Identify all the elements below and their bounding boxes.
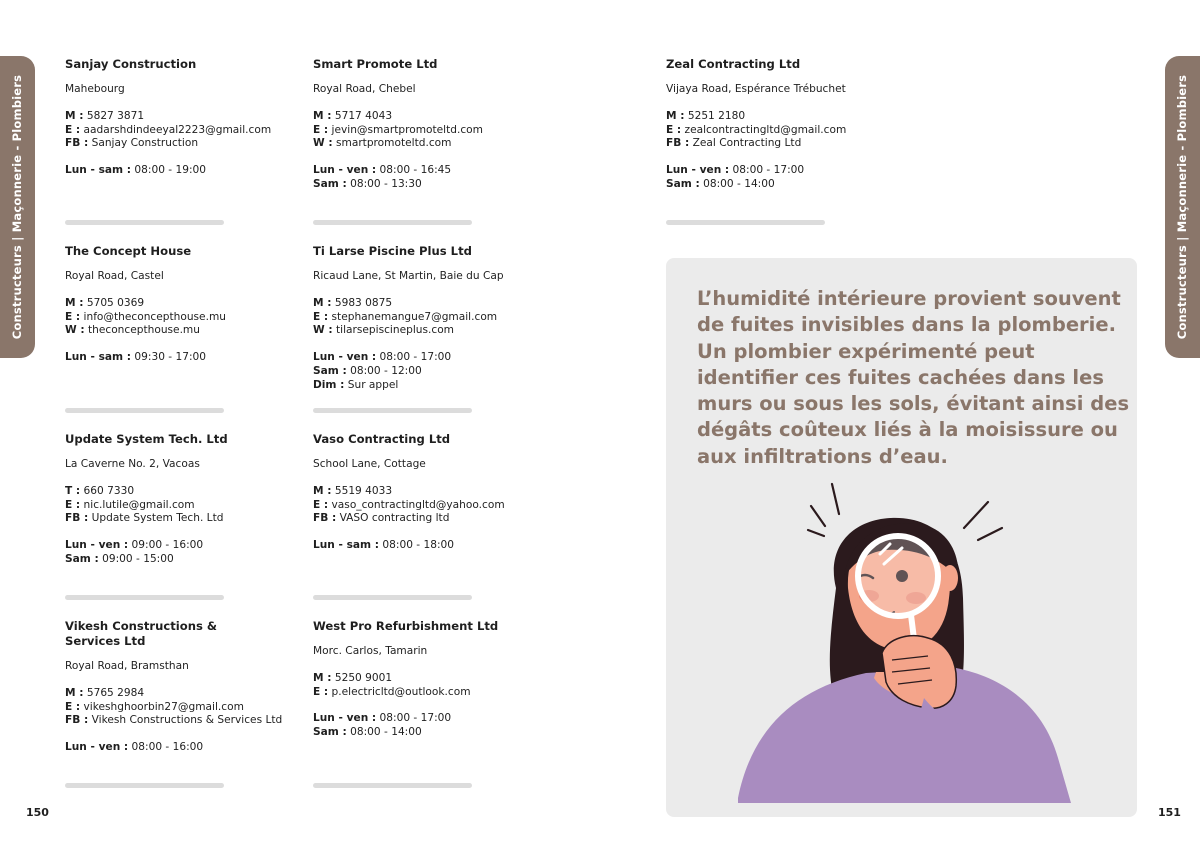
contact-value: stephanemangue7@gmail.com <box>328 310 498 323</box>
company-name: Ti Larse Piscine Plus Ltd <box>313 244 472 258</box>
hours-value: 08:00 - 13:30 <box>346 177 422 190</box>
contact-label: M : <box>313 484 332 497</box>
contact-value: 660 7330 <box>80 484 135 497</box>
contact-block <box>666 110 898 151</box>
contact-block <box>65 485 297 526</box>
contact-label: FB : <box>65 714 89 727</box>
contact-label: E : <box>313 685 329 698</box>
company-address: La Caverne No. 2, Vacoas <box>65 458 200 470</box>
hours-label: Lun - ven : <box>65 539 129 552</box>
contact-value: Zeal Contracting Ltd <box>689 137 802 150</box>
contact-value: Update System Tech. Ltd <box>88 512 224 525</box>
contact-value: 5765 2984 <box>83 686 145 699</box>
listing-entry <box>313 619 545 740</box>
contact-value: vaso_contractingltd@yahoo.com <box>328 498 505 511</box>
company-name: The Concept House <box>65 244 192 258</box>
hours-value: 08:00 - 12:00 <box>346 364 422 377</box>
hours-value: 08:00 - 18:00 <box>379 539 455 552</box>
contact-label: T : <box>65 484 81 497</box>
company-address: Royal Road, Bramsthan <box>65 660 189 672</box>
company-address: Royal Road, Chebel <box>313 83 416 95</box>
hours-value: 09:30 - 17:00 <box>131 351 207 364</box>
contact-label: FB : <box>666 137 690 150</box>
hours-value: 09:00 - 16:00 <box>128 539 204 552</box>
hours-block <box>313 712 545 740</box>
company-address: Vijaya Road, Espérance Trébuchet <box>666 83 846 95</box>
contact-value: Sanjay Construction <box>88 137 199 150</box>
hours-label: Lun - ven : <box>313 164 377 177</box>
divider <box>313 408 472 413</box>
contact-label: W : <box>313 137 333 150</box>
contact-block <box>313 485 545 526</box>
contact-value: VASO contracting ltd <box>336 512 450 525</box>
contact-label: FB : <box>313 512 337 525</box>
listing-entry <box>313 57 545 192</box>
contact-label: E : <box>65 498 81 511</box>
company-address: Mahebourg <box>65 83 125 95</box>
hours-value: 09:00 - 15:00 <box>98 552 174 565</box>
hours-label: Sam : <box>666 177 700 190</box>
hours-block <box>65 741 285 755</box>
hours-label: Sam : <box>65 552 99 565</box>
hours-label: Lun - ven : <box>65 741 129 754</box>
hours-block <box>65 539 297 567</box>
contact-label: M : <box>65 686 84 699</box>
contact-label: E : <box>313 498 329 511</box>
info-box <box>666 258 1137 817</box>
contact-value: nic.lutile@gmail.com <box>80 498 195 511</box>
company-name: Vikesh Constructions & Services Ltd <box>65 619 217 648</box>
contact-label: E : <box>313 310 329 323</box>
contact-value: smartpromoteltd.com <box>332 137 452 150</box>
hours-value: 08:00 - 17:00 <box>376 712 452 725</box>
page-number-left: 150 <box>26 806 49 819</box>
contact-label: M : <box>666 109 685 122</box>
contact-value: 5250 9001 <box>331 671 393 684</box>
hours-label: Sam : <box>313 726 347 739</box>
contact-value: tilarsepiscineplus.com <box>332 324 454 337</box>
contact-label: M : <box>313 671 332 684</box>
hours-block <box>313 539 545 553</box>
hours-label: Lun - sam : <box>313 539 380 552</box>
listing-entry <box>313 244 545 393</box>
company-name: Update System Tech. Ltd <box>65 432 228 446</box>
contact-label: FB : <box>65 137 89 150</box>
contact-label: W : <box>313 324 333 337</box>
contact-label: E : <box>666 123 682 136</box>
company-name: West Pro Refurbishment Ltd <box>313 619 499 633</box>
contact-value: 5705 0369 <box>83 296 145 309</box>
listing-entry <box>65 244 297 365</box>
hours-block <box>666 164 898 192</box>
company-name: Vaso Contracting Ltd <box>313 432 451 446</box>
listing-entry <box>313 432 545 553</box>
contact-label: FB : <box>65 512 89 525</box>
contact-value: info@theconcepthouse.mu <box>80 310 226 323</box>
magnifier-woman-illustration <box>666 258 1137 817</box>
contact-value: zealcontractingltd@gmail.com <box>681 123 847 136</box>
company-address: Morc. Carlos, Tamarin <box>313 645 428 657</box>
contact-label: E : <box>65 700 81 713</box>
listing-entry <box>65 57 297 178</box>
contact-label: E : <box>65 123 81 136</box>
hours-block <box>313 351 545 392</box>
contact-label: M : <box>313 109 332 122</box>
hours-label: Sam : <box>313 177 347 190</box>
contact-value: theconcepthouse.mu <box>84 324 200 337</box>
hours-label: Lun - ven : <box>313 351 377 364</box>
company-address: Ricaud Lane, St Martin, Baie du Cap <box>313 270 504 282</box>
contact-label: W : <box>65 324 85 337</box>
hours-value: 08:00 - 17:00 <box>729 164 805 177</box>
side-tab-label: Constructeurs | Maçonnerie - Plombiers <box>1175 74 1190 340</box>
divider <box>65 595 224 600</box>
contact-label: M : <box>65 109 84 122</box>
divider <box>65 220 224 225</box>
side-tab-label: Constructeurs | Maçonnerie - Plombiers <box>10 74 25 340</box>
hours-label: Sam : <box>313 364 347 377</box>
contact-block <box>313 110 545 151</box>
page-number-right: 151 <box>1158 806 1181 819</box>
hours-label: Lun - sam : <box>65 164 132 177</box>
hours-value: Sur appel <box>344 378 399 391</box>
contact-label: M : <box>313 296 332 309</box>
hours-block <box>65 351 297 365</box>
hours-value: 08:00 - 16:00 <box>128 741 204 754</box>
contact-block <box>313 297 545 338</box>
contact-block <box>313 672 545 700</box>
contact-value: Vikesh Constructions & Services Ltd <box>88 714 283 727</box>
contact-value: 5717 4043 <box>331 109 393 122</box>
listing-entry <box>65 619 285 755</box>
hours-label: Lun - sam : <box>65 351 132 364</box>
contact-value: jevin@smartpromoteltd.com <box>328 123 483 136</box>
contact-block <box>65 297 297 338</box>
contact-value: aadarshdindeeyal2223@gmail.com <box>80 123 272 136</box>
contact-label: E : <box>65 310 81 323</box>
company-name: Zeal Contracting Ltd <box>666 57 801 71</box>
divider <box>313 783 472 788</box>
side-tab-right <box>1165 56 1200 358</box>
divider <box>65 783 224 788</box>
hours-value: 08:00 - 14:00 <box>346 726 422 739</box>
hours-value: 08:00 - 14:00 <box>699 177 775 190</box>
contact-value: p.electricltd@outlook.com <box>328 685 471 698</box>
contact-block <box>65 687 285 728</box>
hours-value: 08:00 - 19:00 <box>131 164 207 177</box>
hours-label: Lun - ven : <box>666 164 730 177</box>
contact-value: vikeshghoorbin27@gmail.com <box>80 700 244 713</box>
divider <box>313 220 472 225</box>
company-name: Sanjay Construction <box>65 57 197 71</box>
hours-block <box>65 164 297 178</box>
hours-value: 08:00 - 16:45 <box>376 164 452 177</box>
hours-label: Lun - ven : <box>313 712 377 725</box>
divider <box>666 220 825 225</box>
hours-block <box>313 164 545 192</box>
contact-block <box>65 110 297 151</box>
contact-value: 5827 3871 <box>83 109 145 122</box>
contact-value: 5519 4033 <box>331 484 393 497</box>
listing-entry <box>65 432 297 567</box>
divider <box>313 595 472 600</box>
divider <box>65 408 224 413</box>
contact-value: 5983 0875 <box>331 296 393 309</box>
listing-entry <box>666 57 898 192</box>
company-address: Royal Road, Castel <box>65 270 164 282</box>
contact-label: E : <box>313 123 329 136</box>
company-name: Smart Promote Ltd <box>313 57 438 71</box>
contact-label: M : <box>65 296 84 309</box>
company-address: School Lane, Cottage <box>313 458 426 470</box>
contact-value: 5251 2180 <box>684 109 746 122</box>
hours-label: Dim : <box>313 378 345 391</box>
info-text: L’humidité intérieure provient souvent de fuites invisibles dans la plomberie. Un plombier expérimenté peut identifier ces fuites cachées dans les murs ou sous les sols, évitant ainsi des dégâts coûteux liés à la moisissure ou aux infiltrations d’eau. <box>697 287 1130 468</box>
hours-value: 08:00 - 17:00 <box>376 351 452 364</box>
side-tab-left <box>0 56 35 358</box>
